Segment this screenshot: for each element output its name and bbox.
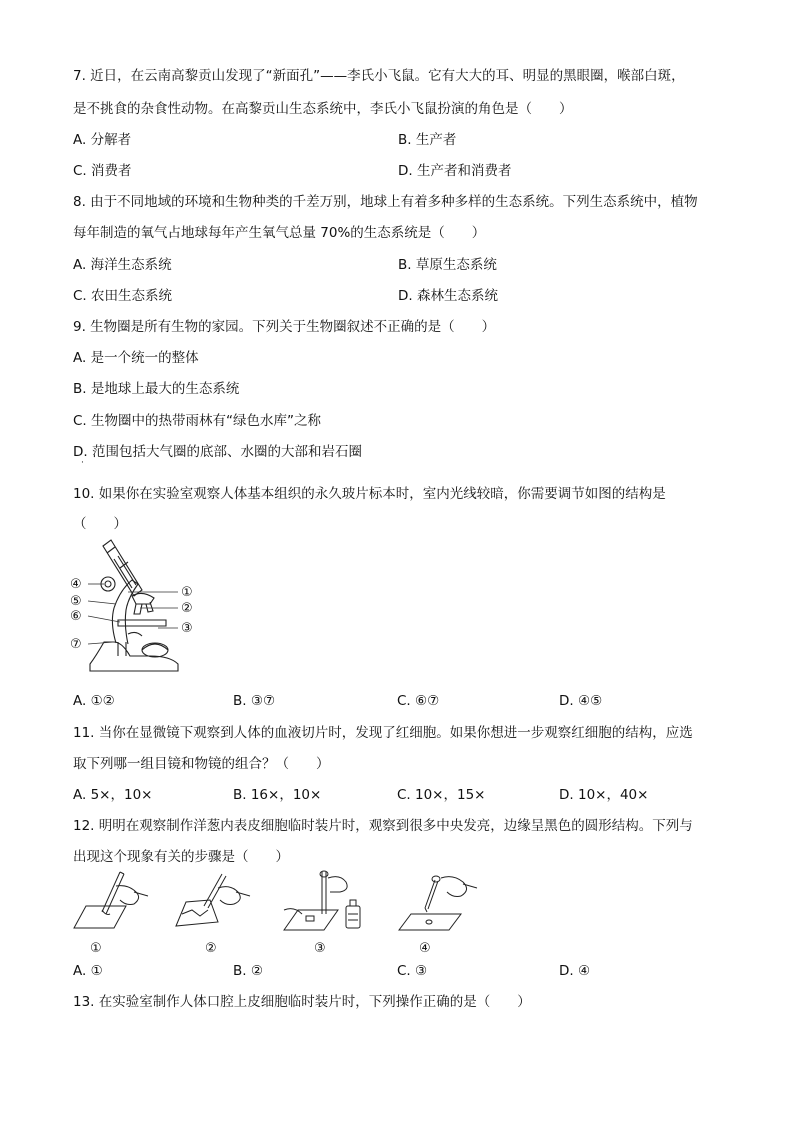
q12-option-c[interactable]: C. ③ xyxy=(397,963,428,979)
fig-label-7: ⑦ xyxy=(70,637,82,652)
q12-option-b[interactable]: B. ② xyxy=(233,963,263,979)
step-label-2: ② xyxy=(205,941,217,956)
q9-option-c[interactable]: C. 生物圈中的热带雨林有“绿色水库”之称 xyxy=(73,413,321,429)
q11-option-d[interactable]: D. 10×，40× xyxy=(559,787,649,803)
q10-stem-line1: 10. 如果你在实验室观察人体基本组织的永久玻片标本时，室内光线较暗，你需要调节如图的结构是 xyxy=(73,486,666,502)
q8-option-b[interactable]: B. 草原生态系统 xyxy=(398,257,497,273)
q8-option-c[interactable]: C. 农田生态系统 xyxy=(73,288,173,304)
step-2-illustration xyxy=(172,870,252,932)
step-label-3: ③ xyxy=(314,941,326,956)
q10-stem-line2: （ ） xyxy=(73,516,127,532)
q11-stem-line1: 11. 当你在显微镜下观察到人体的血液切片时，发现了红细胞。如果你想进一步观察红细胞的结构，应选 xyxy=(73,725,693,741)
q7-option-c[interactable]: C. 消费者 xyxy=(73,163,132,179)
q7-stem-line1: 7. 近日，在云南高黎贡山发现了“新面孔”——李氏小飞鼠。它有大大的耳、明显的黑眼圈，喉部白斑， xyxy=(73,68,685,84)
q7-option-a[interactable]: A. 分解者 xyxy=(73,132,132,148)
q12-option-a[interactable]: A. ① xyxy=(73,963,103,979)
q9-stem: 9. 生物圈是所有生物的家园。下列关于生物圈叙述不正确的是（ ） xyxy=(73,319,496,335)
q8-stem-line2: 每年制造的氧气占地球每年产生氧气总量 70%的生态系统是（ ） xyxy=(73,225,486,241)
q12-option-d[interactable]: D. ④ xyxy=(559,963,591,979)
fig-label-5: ⑤ xyxy=(70,594,82,609)
q9-option-d[interactable]: D. 范围包括大气圈的底部、水圈的大部和岩石圈 xyxy=(73,444,362,460)
fig-label-4: ④ xyxy=(70,577,82,592)
q12-stem-line1: 12. 明明在观察制作洋葱内表皮细胞临时装片时，观察到很多中央发亮，边缘呈黑色的圆形结构。下列与 xyxy=(73,818,693,834)
step-3-illustration xyxy=(280,870,370,935)
q10-option-c[interactable]: C. ⑥⑦ xyxy=(397,693,440,709)
q11-option-b[interactable]: B. 16×，10× xyxy=(233,787,322,803)
q8-stem-line1: 8. 由于不同地域的环境和生物种类的千差万别，地球上有着多种多样的生态系统。下列生态系统中，植物 xyxy=(73,194,698,210)
q7-option-d[interactable]: D. 生产者和消费者 xyxy=(398,163,512,179)
stray-mark: · xyxy=(81,458,84,468)
q11-option-a[interactable]: A. 5×，10× xyxy=(73,787,153,803)
q8-option-d[interactable]: D. 森林生态系统 xyxy=(398,288,498,304)
q13-stem: 13. 在实验室制作人体口腔上皮细胞临时装片时，下列操作正确的是（ ） xyxy=(73,994,531,1010)
q10-option-d[interactable]: D. ④⑤ xyxy=(559,693,603,709)
q11-option-c[interactable]: C. 10×，15× xyxy=(397,787,486,803)
step-label-1: ① xyxy=(90,941,102,956)
fig-label-1: ① xyxy=(181,585,193,600)
q12-stem-line2: 出现这个现象有关的步骤是（ ） xyxy=(73,849,289,865)
q9-option-a[interactable]: A. 是一个统一的整体 xyxy=(73,350,199,366)
step-4-illustration xyxy=(395,870,480,935)
q9-option-b[interactable]: B. 是地球上最大的生态系统 xyxy=(73,381,240,397)
q10-option-b[interactable]: B. ③⑦ xyxy=(233,693,276,709)
q7-option-b[interactable]: B. 生产者 xyxy=(398,132,457,148)
fig-label-3: ③ xyxy=(181,621,193,636)
fig-label-6: ⑥ xyxy=(70,609,82,624)
q11-stem-line2: 取下列哪一组目镜和物镜的组合？（ ） xyxy=(73,756,330,772)
q10-option-a[interactable]: A. ①② xyxy=(73,693,115,709)
q8-option-a[interactable]: A. 海洋生态系统 xyxy=(73,257,172,273)
step-label-4: ④ xyxy=(419,941,431,956)
step-1-illustration xyxy=(72,870,152,932)
fig-label-2: ② xyxy=(181,601,193,616)
q7-stem-line2: 是不挑食的杂食性动物。在高黎贡山生态系统中，李氏小飞鼠扮演的角色是（ ） xyxy=(73,101,573,117)
